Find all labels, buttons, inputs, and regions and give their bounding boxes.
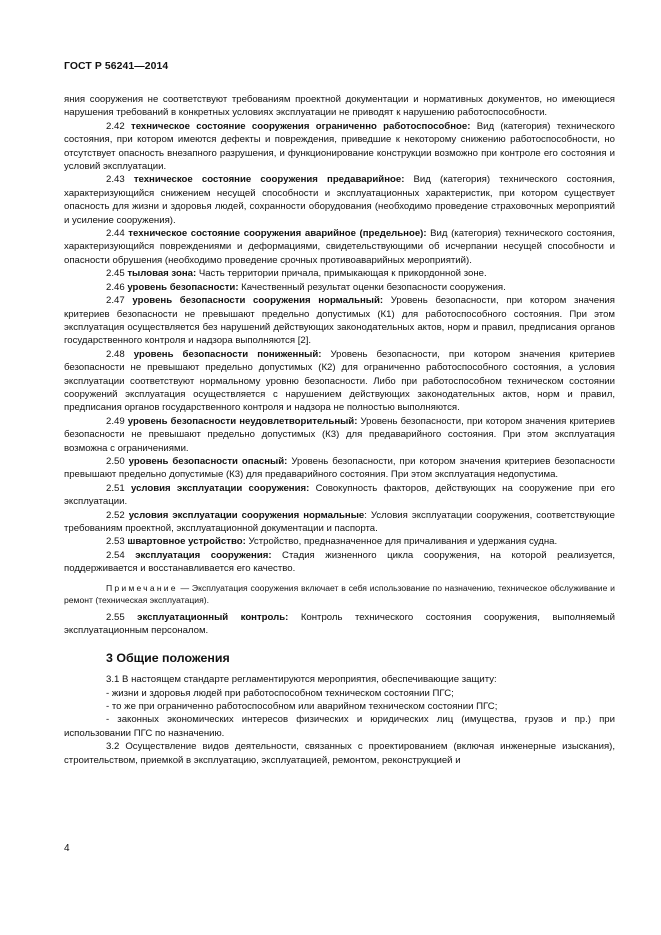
document-body (64, 93, 615, 767)
term: техническое состояние сооружения аварийное (предельное): (128, 228, 427, 240)
definition-2-47 (64, 294, 615, 348)
term-definition: Вид (категория) технического состояния, характеризующийся снижением несущей способности и эксплуатационных характеристик, при котором существует опасность для жизни и здоровья людей, сохранности оборудования (необходимо проведение страховочных мероприятий и усиление сооружения). (64, 174, 615, 226)
note-label: Примечание (106, 582, 178, 593)
definition-2-54 (64, 549, 615, 576)
definition-2-45 (64, 267, 615, 280)
term: уровень безопасности пониженный: (133, 348, 322, 360)
definition-2-53 (64, 535, 615, 548)
term-number: 2.47 (106, 295, 133, 307)
term: техническое состояние сооружения предаварийное: (133, 174, 405, 186)
term-definition: Контроль технического состояния сооружения, выполняемый эксплуатационным персоналом. (64, 612, 615, 637)
term-definition: Часть территории причала, примыкающая к прикордонной зоне. (196, 268, 487, 280)
note-text: — Эксплуатация сооружения включает в себя использование по назначению, техническое обслуживание и ремонт (техническая эксплуатация). (64, 582, 615, 605)
term-definition: : Условия эксплуатации сооружения, соответствующие требованиям проектной, эксплуатационной документации и паспорта. (64, 509, 615, 534)
term: уровень безопасности сооружения нормальный: (132, 295, 384, 307)
definition-2-49 (64, 415, 615, 455)
term-definition: Стадия жизненного цикла сооружения, на которой реализуется, поддерживается и восстанавливается его качество. (64, 549, 615, 575)
definition-2-43 (64, 173, 615, 227)
term-definition: Вид (категория) технического состояния, характеризующийся повреждениями и деформациями, свидетельствующими об исчерпании несущей способности и опасности обрушения (необходимо проведение срочных противоаварийных мероприятий). (64, 228, 615, 266)
term-number: 2.51 (106, 482, 131, 494)
term-definition: Уровень безопасности, при котором значения критериев безопасности не превышают предельно допустимых (К1) для работоспособного состояния. При этом эксплуатация осуществляется без нарушений действующих законодательных актов, норм и правил, предписания органов государственного контроля и надзора выполняются [2]. (64, 295, 615, 347)
term-definition: Уровень безопасности, при котором значения критериев безопасности не превышают предельно допустимых (К3) для предаварийного состояния. При этом эксплуатация возможна с ограничениями. (64, 415, 615, 454)
definition-2-51 (64, 482, 615, 509)
term: условия эксплуатации сооружения: (130, 482, 310, 494)
term-number: 2.53 (106, 536, 128, 548)
list-item: - то же при ограниченно работоспособном или аварийном техническом состоянии ПГС; (106, 701, 498, 713)
term-number: 2.54 (106, 549, 136, 561)
term-definition: Качественный результат оценки безопасности сооружения. (238, 281, 506, 293)
term: уровень безопасности опасный: (128, 455, 288, 467)
definition-2-44 (64, 227, 615, 267)
definition-2-52 (64, 509, 615, 536)
clause-3-2: 3.2 Осуществление видов деятельности, связанных с проектированием (включая инженерные изыскания), строительством, приемкой в эксплуатацию, эксплуатацией, ремонтом, реконструкцией и (64, 741, 615, 766)
term-number: 2.45 (106, 268, 128, 280)
term-number: 2.49 (106, 415, 128, 427)
term-number: 2.46 (106, 281, 128, 293)
paragraph-continuation: яния сооружения не соответствуют требованиям проектной документации и нормативных документов, но имеющиеся нарушения требований в конкретных условиях эксплуатации не приводят к нарушению работоспособности. (64, 94, 615, 119)
term-number: 2.42 (106, 120, 131, 132)
definition-2-42 (64, 120, 615, 174)
section-title: 3 Общие положения (106, 650, 230, 665)
standard-header: ГОСТ Р 56241—2014 (64, 61, 169, 72)
term: швартовное устройство: (127, 536, 246, 548)
term: уровень безопасности: (127, 281, 239, 293)
term-definition: Устройство, предназначенное для причаливания и удержания судна. (245, 536, 558, 548)
clause-3-1: 3.1 В настоящем стандарте регламентируются мероприятия, обеспечивающие защиту: (106, 674, 497, 686)
term-number: 2.44 (106, 228, 129, 240)
list-item: - законных экономических интересов физических и юридических лиц (имущества, грузов и пр.) при использовании ПГС по назначению. (64, 714, 615, 739)
term-number: 2.50 (106, 455, 129, 467)
list-item: - жизни и здоровья людей при работоспособном техническом состоянии ПГС; (106, 687, 454, 699)
definition-2-46 (64, 281, 615, 294)
term-number: 2.52 (106, 509, 129, 521)
term-definition: Вид (категория) технического состояния, при котором имеются дефекты и повреждения, приведшие к некоторому снижению работоспособности, но отсутствует опасность внезапного разрушения, и функционирование конструкции возможно при контроле его состояния и условий эксплуатации. (64, 120, 616, 173)
term-definition: Совокупность факторов, действующих на сооружение при его эксплуатации. (64, 482, 615, 508)
term: эксплуатационный контроль: (137, 612, 289, 624)
definition-2-50 (64, 455, 615, 482)
page-number: 4 (64, 843, 70, 854)
note (64, 582, 615, 606)
definition-2-55 (64, 611, 615, 638)
term: тыловая зона: (127, 268, 197, 280)
term-definition: Уровень безопасности, при котором значения критериев безопасности превышают предельно допустимые (К3) для предаварийного состояния. При этом эксплуатация недопустима. (64, 455, 615, 481)
term: эксплуатация сооружения: (135, 549, 272, 561)
term: уровень безопасности неудовлетворительный: (127, 415, 358, 427)
term: техническое состояние сооружения ограниченно работоспособное: (131, 120, 471, 132)
term: условия эксплуатации сооружения нормальные (128, 509, 365, 521)
term-number: 2.48 (106, 348, 134, 360)
term-definition: Уровень безопасности, при котором значения критериев безопасности не превышают предельно допустимых (К2) для ограниченно работоспособного состояния, а условия эксплуатации соответствуют нормальному уровню безопасности. Либо при работоспособном техническом состоянии сооружений эксплуатация осуществляется с нарушением действующих законодательных актов, норм и правил, предписания органов государственного контроля и надзора не полностью выполняются. (64, 348, 615, 414)
definition-2-48 (64, 348, 615, 415)
term-number: 2.55 (106, 612, 138, 624)
term-number: 2.43 (106, 174, 134, 186)
